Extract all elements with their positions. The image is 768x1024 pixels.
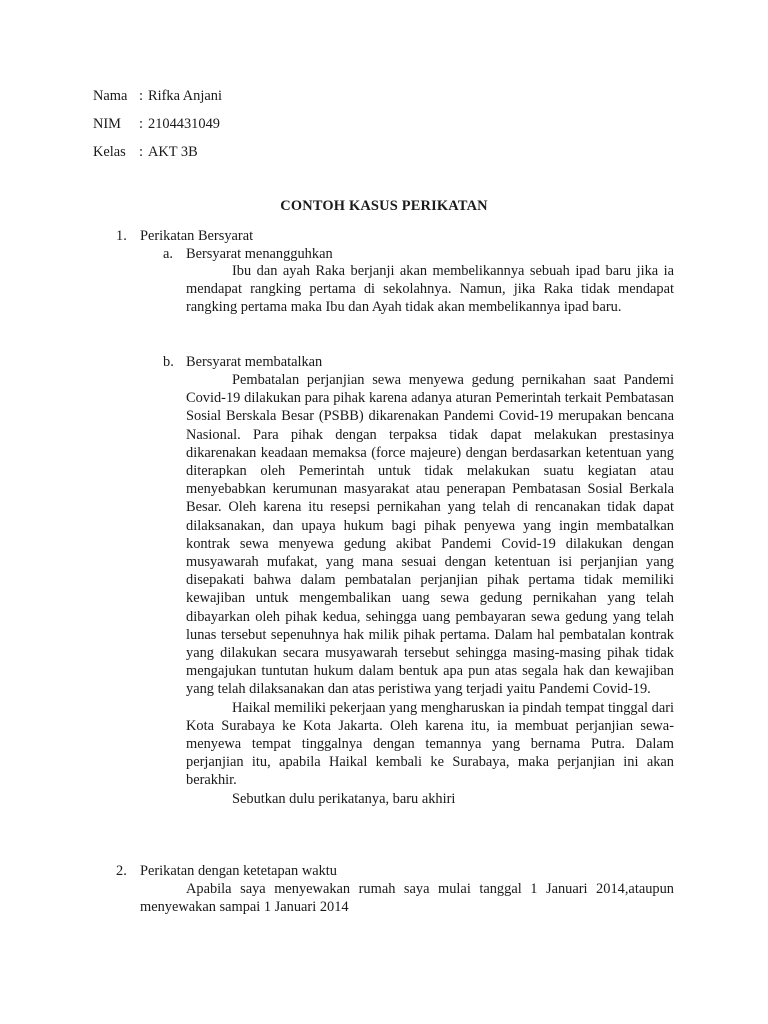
identity-value-class: AKT 3B <box>148 144 198 160</box>
subsection-heading: Bersyarat menangguhkan <box>186 246 333 262</box>
section-number: 1. <box>116 228 127 244</box>
identity-label: Kelas <box>93 144 126 160</box>
identity-separator: : <box>139 88 143 104</box>
subsection-heading: Bersyarat membatalkan <box>186 354 323 370</box>
identity-label: NIM <box>93 116 121 132</box>
document-title: CONTOH KASUS PERIKATAN <box>280 198 488 214</box>
subsection-letter: a. <box>163 246 173 262</box>
paragraph: Apabila saya menyewakan rumah saya mulai tanggal 1 Januari 2014,ataupun menyewakan sampai 1 Januari 2014 <box>140 881 674 916</box>
paragraph: Pembatalan perjanjian sewa menyewa gedung pernikahan saat Pandemi Covid-19 dilakukan para pihak karena adanya aturan Pemerintah terkait Pembatasan Sosial Berskala Besar (PSBB) dikarenakan Pandemi Covid-19 merupakan bencana Nasional. Para pihak dengan terpaksa tidak dapat melakukan prestasinya dikarenakan keadaan memaksa (force majeure) dengan berdasarkan ketentuan yang diterapkan oleh Pemerintah untuk tidak melakukan suatu kegiatan atau menyebabkan kerumunan masyarakat atau penerapan Pembatasan Sosial Berkala Besar. Oleh karena itu resepsi pernikahan yang telah di rencanakan tidak dapat dilaksanakan, dan upaya hukum bagi pihak penyewa yang ingin membatalkan kontrak sewa menyewa gedung akibat Pandemi Covid-19 dilakukan dengan musyawarah mufakat, yang mana sesuai dengan ketentuan isi perjanjian yang disepakati bahwa dalam pembatalan perjanjian pihak pertama tidak memiliki kewajiban untuk mengembalikan uang sewa gedung pernikahan yang telah dibayarkan oleh pihak kedua, sehingga uang pembayaran sewa gedung yang telah lunas tersebut sepenuhnya hak milik pihak pertama. Dalam hal pembatalan kontrak yang dilakukan secara musyawarah tersebut sehingga masing-masing pihak tidak mengajukan tuntutan hukum dalam bentuk apa pun atas segala hak dan kewajiban yang telah dilaksanakan dan atas peristiwa yang terjadi yaitu Pandemi Covid-19. <box>186 372 674 698</box>
subsection-body <box>186 371 674 808</box>
identity-separator: : <box>139 116 143 132</box>
paragraph: Haikal memiliki pekerjaan yang mengharuskan ia pindah tempat tinggal dari Kota Surabaya ke Kota Jakarta. Oleh karena itu, ia membuat perjanjian sewa-menyewa tempat tinggalnya dengan temannya yang bernama Putra. Dalam perjanjian itu, apabila Haikal kembali ke Surabaya, maka perjanjian ini akan berakhir. <box>186 699 674 789</box>
section-number: 2. <box>116 863 127 879</box>
paragraph: Sebutkan dulu perikatanya, baru akhiri <box>232 790 456 807</box>
subsection-letter: b. <box>163 354 174 370</box>
section-body <box>140 880 674 916</box>
section-heading: Perikatan dengan ketetapan waktu <box>140 863 337 879</box>
identity-label: Nama <box>93 88 128 104</box>
subsection-body <box>186 262 674 317</box>
section-heading: Perikatan Bersyarat <box>140 228 254 244</box>
identity-value-name: Rifka Anjani <box>148 88 222 104</box>
identity-separator: : <box>139 144 143 160</box>
paragraph: Ibu dan ayah Raka berjanji akan membelikannya sebuah ipad baru jika ia mendapat rangking pertama di sekolahnya. Namun, jika Raka tidak mendapat rangking pertama maka Ibu dan Ayah tidak akan membelikannya ipad baru. <box>186 263 674 316</box>
identity-value-nim: 2104431049 <box>148 116 220 132</box>
